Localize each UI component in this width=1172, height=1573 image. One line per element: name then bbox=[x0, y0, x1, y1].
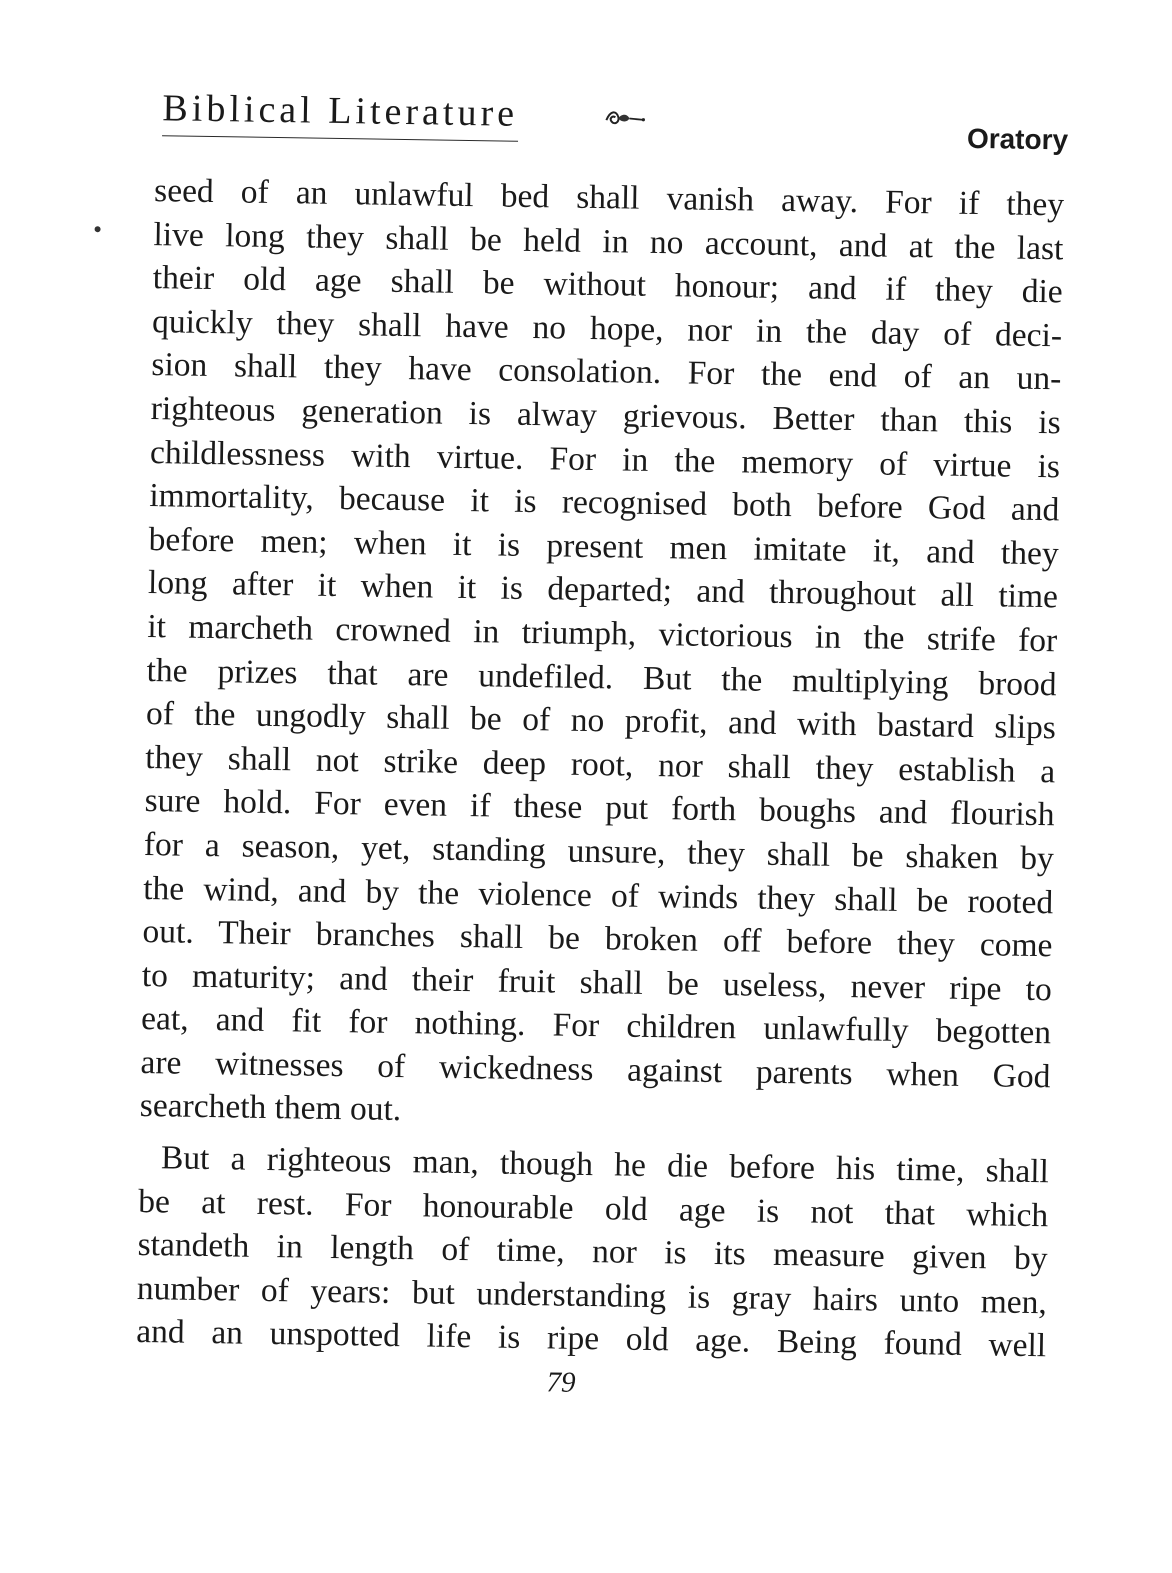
text-line: eat, and fit for nothing. For children unlawfully begotten bbox=[140, 1000, 1052, 1052]
body-text bbox=[136, 169, 1065, 1368]
text-line: number of years: but understanding is gray hairs unto men, bbox=[136, 1269, 1048, 1322]
text-line: the prizes that are undefiled. But the multiplying brood bbox=[146, 651, 1057, 703]
scan-speck bbox=[95, 226, 101, 232]
text-line: they shall not strike deep root, nor shall they establish a bbox=[145, 738, 1056, 791]
text-line: quickly they shall have no hope, nor in the day of deci- bbox=[151, 302, 1063, 355]
text-line: seed of an unlawful bed shall vanish away. For if they bbox=[153, 172, 1065, 224]
text-line: searcheth them out. bbox=[139, 1087, 402, 1129]
text-line: their old age shall be without honour; and if they die bbox=[152, 259, 1064, 311]
text-line: to maturity; and their fruit shall be useless, never ripe to bbox=[141, 956, 1053, 1008]
text-line: out. Their branches shall be broken off before they come bbox=[142, 913, 1053, 965]
text-line: the wind, and by the violence of winds they shall be rooted bbox=[142, 869, 1054, 921]
text-line: live long they shall be held in no account, and at the last bbox=[153, 215, 1064, 267]
text-line: and an unspotted life is ripe old age. Being found well bbox=[135, 1313, 1047, 1365]
text-line: of the ungodly shall be of no profit, and with bastard slips bbox=[145, 695, 1057, 747]
paragraph-1 bbox=[139, 169, 1064, 1142]
text-line: for a season, yet, standing unsure, they shall be shaken by bbox=[143, 825, 1055, 878]
page-number: 79 bbox=[546, 1366, 576, 1399]
text-line: immortality, because it is recognised both before God and bbox=[149, 477, 1060, 529]
section-title: Oratory bbox=[966, 122, 1069, 156]
text-line: sure hold. For even if these put forth boughs and flourish bbox=[144, 782, 1055, 834]
text-line: standeth in length of time, nor is its measure given by bbox=[137, 1226, 1048, 1278]
text-line: long after it when it is departed; and throughout all time bbox=[147, 564, 1059, 616]
book-title: Biblical Literature bbox=[162, 85, 518, 142]
text-line: sion shall they have consolation. For the end of an un- bbox=[151, 346, 1062, 398]
text-line: But a righteous man, though he die before his time, shall bbox=[160, 1139, 1050, 1191]
leaf-flourish-icon bbox=[602, 104, 646, 131]
text-line: before men; when it is present men imitate it, and they bbox=[148, 520, 1059, 573]
running-head bbox=[162, 85, 1073, 169]
text-line: it marcheth crowned in triumph, victorious in the strife for bbox=[147, 607, 1058, 660]
text-line: righteous generation is alway grievous. Better than this is bbox=[150, 390, 1061, 442]
text-line: be at rest. For honourable old age is not that which bbox=[138, 1182, 1049, 1234]
text-line: are witnesses of wickedness against parents when God bbox=[140, 1043, 1051, 1096]
text-line: childlessness with virtue. For in the memory of virtue is bbox=[149, 433, 1061, 485]
paragraph-2 bbox=[136, 1136, 1049, 1368]
